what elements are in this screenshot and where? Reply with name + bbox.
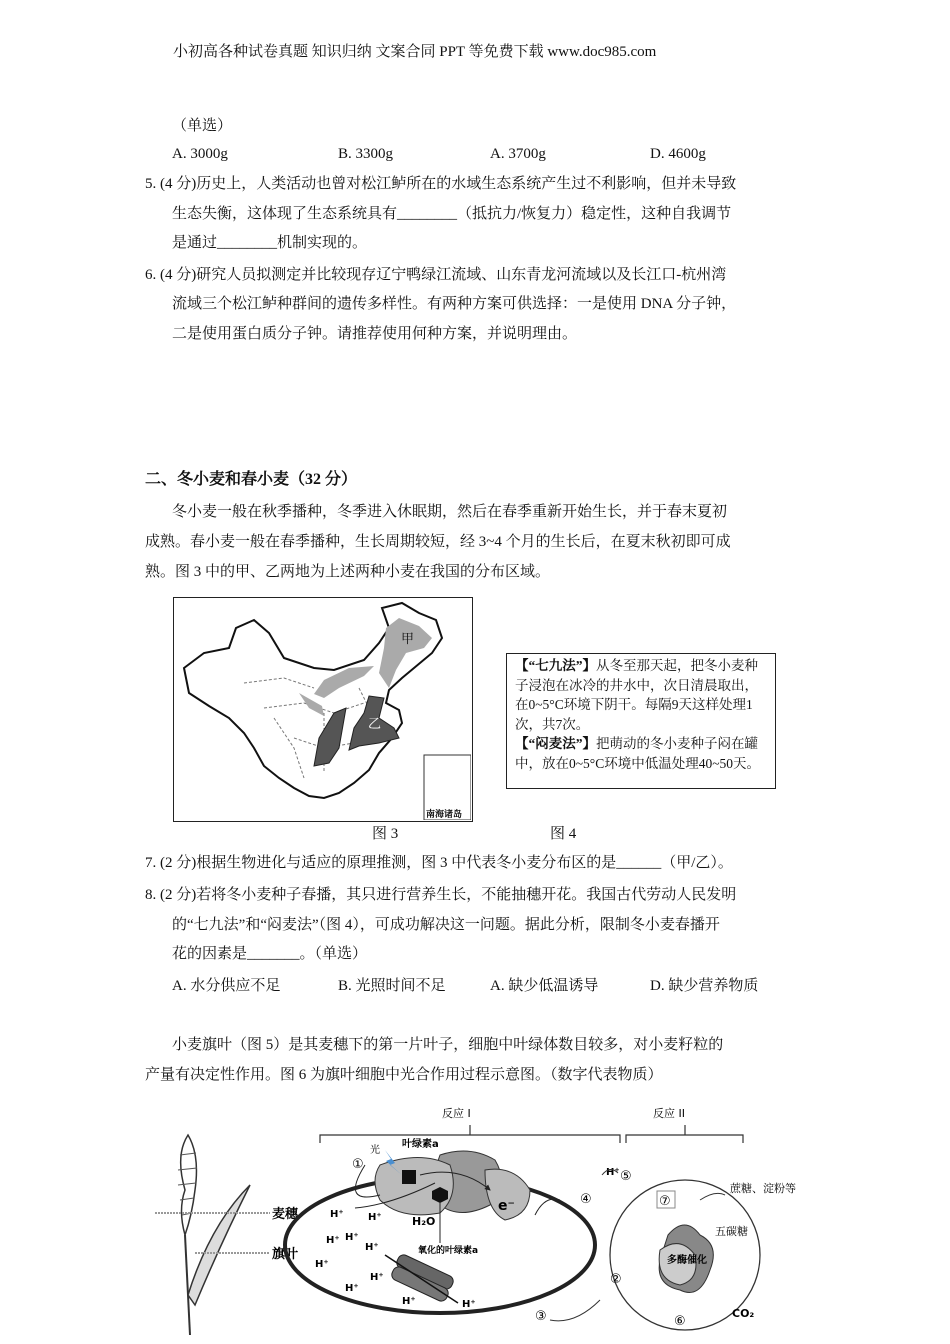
q8-option-a: A. 水分供应不足 xyxy=(172,978,281,994)
substance-4: ④ xyxy=(580,1192,592,1207)
q8-option-c: A. 缺少低温诱导 xyxy=(490,978,599,994)
q5-line-2: 生态失衡，这体现了生态系统具有________（抵抗力/恢复力）稳定性，这种自我调节 xyxy=(172,206,732,222)
hplus-label: H⁺ xyxy=(330,1209,344,1220)
q7-text: 7. (2 分)根据生物进化与适应的原理推测，图 3 中代表冬小麦分布区的是______（甲/乙）。 xyxy=(145,855,733,871)
q4-option-b: B. 3300g xyxy=(338,146,394,162)
para2-line-2: 产量有决定性作用。图 6 为旗叶细胞中光合作用过程示意图。（数字代表物质） xyxy=(145,1067,663,1083)
wheat-plant-icon xyxy=(178,1135,250,1335)
watermark: 小初高各种试卷真题 知识归纳 文案合同 PPT 等免费下载 www.doc985.com xyxy=(173,44,657,60)
hplus-label: H⁺ xyxy=(606,1167,620,1178)
hplus-label: H⁺ xyxy=(345,1232,359,1243)
q6-line-3: 二是使用蛋白质分子钟。请推荐使用何种方案，并说明理由。 xyxy=(172,326,578,342)
q4-option-c: A. 3700g xyxy=(490,146,546,162)
q8-line-1: 8. (2 分)若将冬小麦种子春播，其只进行营养生长，不能抽穗开花。我国古代劳动人民发明 xyxy=(145,887,737,903)
hplus-label: H⁺ xyxy=(345,1283,359,1294)
section-heading: 二、冬小麦和春小麦（32 分） xyxy=(145,471,358,488)
enzyme-label: 多酶催化 xyxy=(667,1255,707,1266)
method2-title: 【“闷麦法”】 xyxy=(515,736,596,751)
q8-option-b: B. 光照时间不足 xyxy=(338,978,446,994)
intro-line-1: 冬小麦一般在秋季播种，冬季进入休眠期，然后在春季重新开始生长，并于春末夏初 xyxy=(172,504,728,520)
q4-single-choice-note: （单选） xyxy=(172,118,233,134)
pentose-label: 五碳糖 xyxy=(715,1225,748,1238)
figure-4-caption: 图 4 xyxy=(550,826,577,842)
oxidized-chlorophyll-label: 氧化的叶绿素a xyxy=(418,1246,479,1256)
hplus-label: H⁺ xyxy=(326,1235,340,1246)
light-label: 光 xyxy=(370,1145,380,1156)
label-jia: 甲 xyxy=(401,632,415,647)
figure-4-box xyxy=(506,653,776,789)
q5-line-3: 是通过________机制实现的。 xyxy=(172,235,368,251)
figure-3-caption: 图 3 xyxy=(372,826,399,842)
hplus-label: H⁺ xyxy=(402,1296,416,1307)
substance-3: ③ xyxy=(535,1309,547,1324)
label-ear: 麦穗 xyxy=(272,1207,299,1222)
para2-line-1: 小麦旗叶（图 5）是其麦穗下的第一片叶子，细胞中叶绿体数目较多，对小麦籽粒的 xyxy=(172,1037,724,1053)
q6-line-1: 6. (4 分)研究人员拟测定并比较现存辽宁鸭绿江流域、山东青龙河流域以及长江口-杭州湾 xyxy=(145,267,727,283)
china-map-graphic xyxy=(174,598,471,820)
label-flag-leaf: 旗叶 xyxy=(272,1247,299,1262)
method1-title: 【“七九法”】 xyxy=(515,658,596,673)
hplus-label: H⁺ xyxy=(368,1212,382,1223)
inset-label: 南海诸岛 xyxy=(426,810,463,820)
substance-5: ⑤ xyxy=(620,1169,632,1184)
q6-line-2: 流域三个松江鲈种群间的遗传多样性。有两种方案可供选择：一是使用 DNA 分子钟， xyxy=(172,296,737,312)
reaction-2-label: 反应 II xyxy=(653,1107,685,1120)
intro-line-3: 熟。图 3 中的甲、乙两地为上述两种小麦在我国的分布区域。 xyxy=(145,564,551,580)
q8-option-d: D. 缺少营养物质 xyxy=(650,978,759,994)
substance-6: ⑥ xyxy=(674,1314,686,1329)
figure-5-6-diagram xyxy=(140,1095,820,1340)
q5-line-1: 5. (4 分)历史上，人类活动也曾对松江鲈所在的水域生态系统产生过不利影响，但并未导致 xyxy=(145,176,737,192)
electron-label: e⁻ xyxy=(498,1198,515,1214)
sugar-label: 蔗糖、淀粉等 xyxy=(730,1182,796,1195)
q8-line-3: 花的因素是_______。（单选） xyxy=(172,946,368,962)
figure-3-map xyxy=(173,597,473,822)
q8-line-2: 的“七九法”和“闷麦法”（图 4），可成功解决这一问题。据此分析，限制冬小麦春播开 xyxy=(172,917,720,933)
co2-label: CO₂ xyxy=(732,1307,755,1320)
hplus-label: H⁺ xyxy=(370,1272,384,1283)
hplus-label: H⁺ xyxy=(315,1259,329,1270)
method1-text: 从冬至那天起，把冬小麦种子浸泡在冰冷的井水中，次日清晨取出，在0~5°C环境下阴干。每隔9天这样处理1次，共7次。 xyxy=(515,658,758,732)
reaction-1-label: 反应 I xyxy=(442,1107,471,1120)
hplus-label: H⁺ xyxy=(462,1299,476,1310)
substance-2: ② xyxy=(610,1272,622,1287)
method2-text: 把萌动的冬小麦种子闷在罐中，放在0~5°C环境中低温处理40~50天。 xyxy=(515,736,761,771)
atp-synthase-icon xyxy=(385,1253,458,1303)
label-yi: 乙 xyxy=(368,717,382,732)
chlorophyll-a-icon xyxy=(402,1170,416,1184)
substance-7: ⑦ xyxy=(659,1194,671,1209)
intro-line-2: 成熟。春小麦一般在春季播种，生长周期较短，经 3~4 个月的生长后，在夏末秋初即可成 xyxy=(145,534,731,550)
water-label: H₂O xyxy=(412,1215,436,1228)
q4-option-a: A. 3000g xyxy=(172,146,228,162)
substance-1: ① xyxy=(352,1157,364,1172)
chlorophyll-a-label: 叶绿素a xyxy=(402,1139,439,1150)
q4-option-d: D. 4600g xyxy=(650,146,706,162)
hplus-label: H⁺ xyxy=(365,1242,379,1253)
